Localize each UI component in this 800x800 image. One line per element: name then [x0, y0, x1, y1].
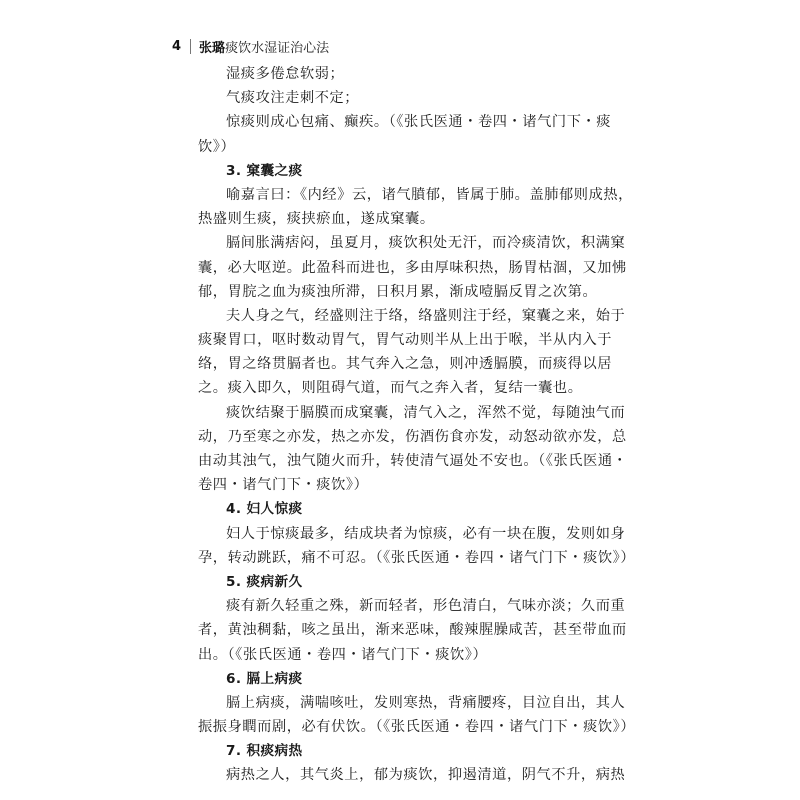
text-line: 膈上病痰，满喘咳吐，发则寒热，背痛腰疼，目泣自出，其人 — [226, 694, 626, 711]
text-line: 饮》） — [198, 138, 236, 155]
text-line: 由动其浊气，浊气随火而升，转使清气逼处不安也。（《张氏医通・ — [198, 453, 628, 469]
header-divider — [190, 39, 191, 54]
text-line: 动，乃至寒之亦发，热之亦发，伤酒伤食亦发，动怒动欲亦发，总 — [198, 428, 627, 445]
text-line: 之。痰入即久，则阻碍气道，而气之奔入者，复结一囊也。 — [198, 380, 583, 397]
text-line: 夫人身之气，经盛则注于络，络盛则注于经，窠囊之来，始于 — [226, 307, 626, 324]
text-line: 郁，胃脘之血为痰浊所滞，日积月累，渐成噎膈反胃之次第。 — [198, 283, 598, 300]
text-line: 气痰攻注走刺不定； — [226, 90, 360, 107]
text-line: 囊，必大呕逆。此盈科而进也，多由厚味积热，肠胃枯涸，又加怫 — [198, 259, 627, 276]
text-line: 湿痰多倦怠软弱； — [226, 66, 345, 82]
text-line: 病热之人，其气炎上，郁为痰饮，抑遏清道，阴气不升，病热 — [226, 767, 626, 784]
text-line: 孕，转动跳跃，痛不可忍。（《张氏医通・卷四・诸气门下・痰饮》） — [198, 549, 636, 566]
page-number: 4 — [172, 38, 182, 54]
text-line: 者，黄浊稠黏，咳之虽出，渐来恶味，酸辣腥臊咸苦，甚至带血而 — [198, 622, 627, 639]
section-heading: 5. 痰病新久 — [226, 573, 303, 590]
running-header — [172, 36, 329, 56]
section-heading: 4. 妇人惊痰 — [226, 501, 303, 518]
text-line: 卷四・诸气门下・痰饮》） — [198, 477, 369, 494]
text-line: 惊痰则成心包痛、癫疾。（《张氏医通・卷四・诸气门下・痰 — [226, 114, 612, 131]
text-line: 痰饮结聚于膈膜而成窠囊，清气入之，浑然不觉，每随浊气而 — [226, 404, 626, 421]
text-line: 络，胃之络贯膈者也。其气奔入之急，则冲透膈膜，而痰得以居 — [198, 356, 613, 373]
page-body — [198, 62, 636, 788]
header-author: 张璐 — [199, 40, 226, 56]
text-line: 妇人于惊痰最多，结成块者为惊痰，必有一块在腹，发则如身 — [226, 525, 626, 542]
text-line: 痰有新久轻重之殊，新而轻者，形色清白，气味亦淡；久而重 — [226, 598, 626, 615]
section-heading: 7. 积痰病热 — [226, 743, 303, 760]
section-heading: 3. 窠囊之痰 — [226, 162, 303, 179]
text-line: 出。（《张氏医通・卷四・诸气门下・痰饮》） — [198, 646, 488, 663]
text-line: 热盛则生痰，痰挟瘀血，遂成窠囊。 — [198, 211, 435, 228]
text-line: 膈间胀满痞闷，虽夏月，痰饮积处无汗，而冷痰清饮，积满窠 — [226, 235, 626, 252]
text-line: 喻嘉言曰：《内经》云，诸气膹郁，皆属于肺。盖肺郁则成热， — [226, 186, 633, 203]
text-line: 振振身瞤而剧，必有伏饮。（《张氏医通・卷四・诸气门下・痰饮》） — [198, 719, 636, 736]
text-line: 痰聚胃口，呕时数动胃气，胃气动则半从上出于喉，半从内入于 — [198, 332, 613, 349]
section-heading: 6. 膈上病痰 — [226, 670, 303, 687]
header-book-title: 痰饮水湿证治心法 — [225, 40, 330, 56]
